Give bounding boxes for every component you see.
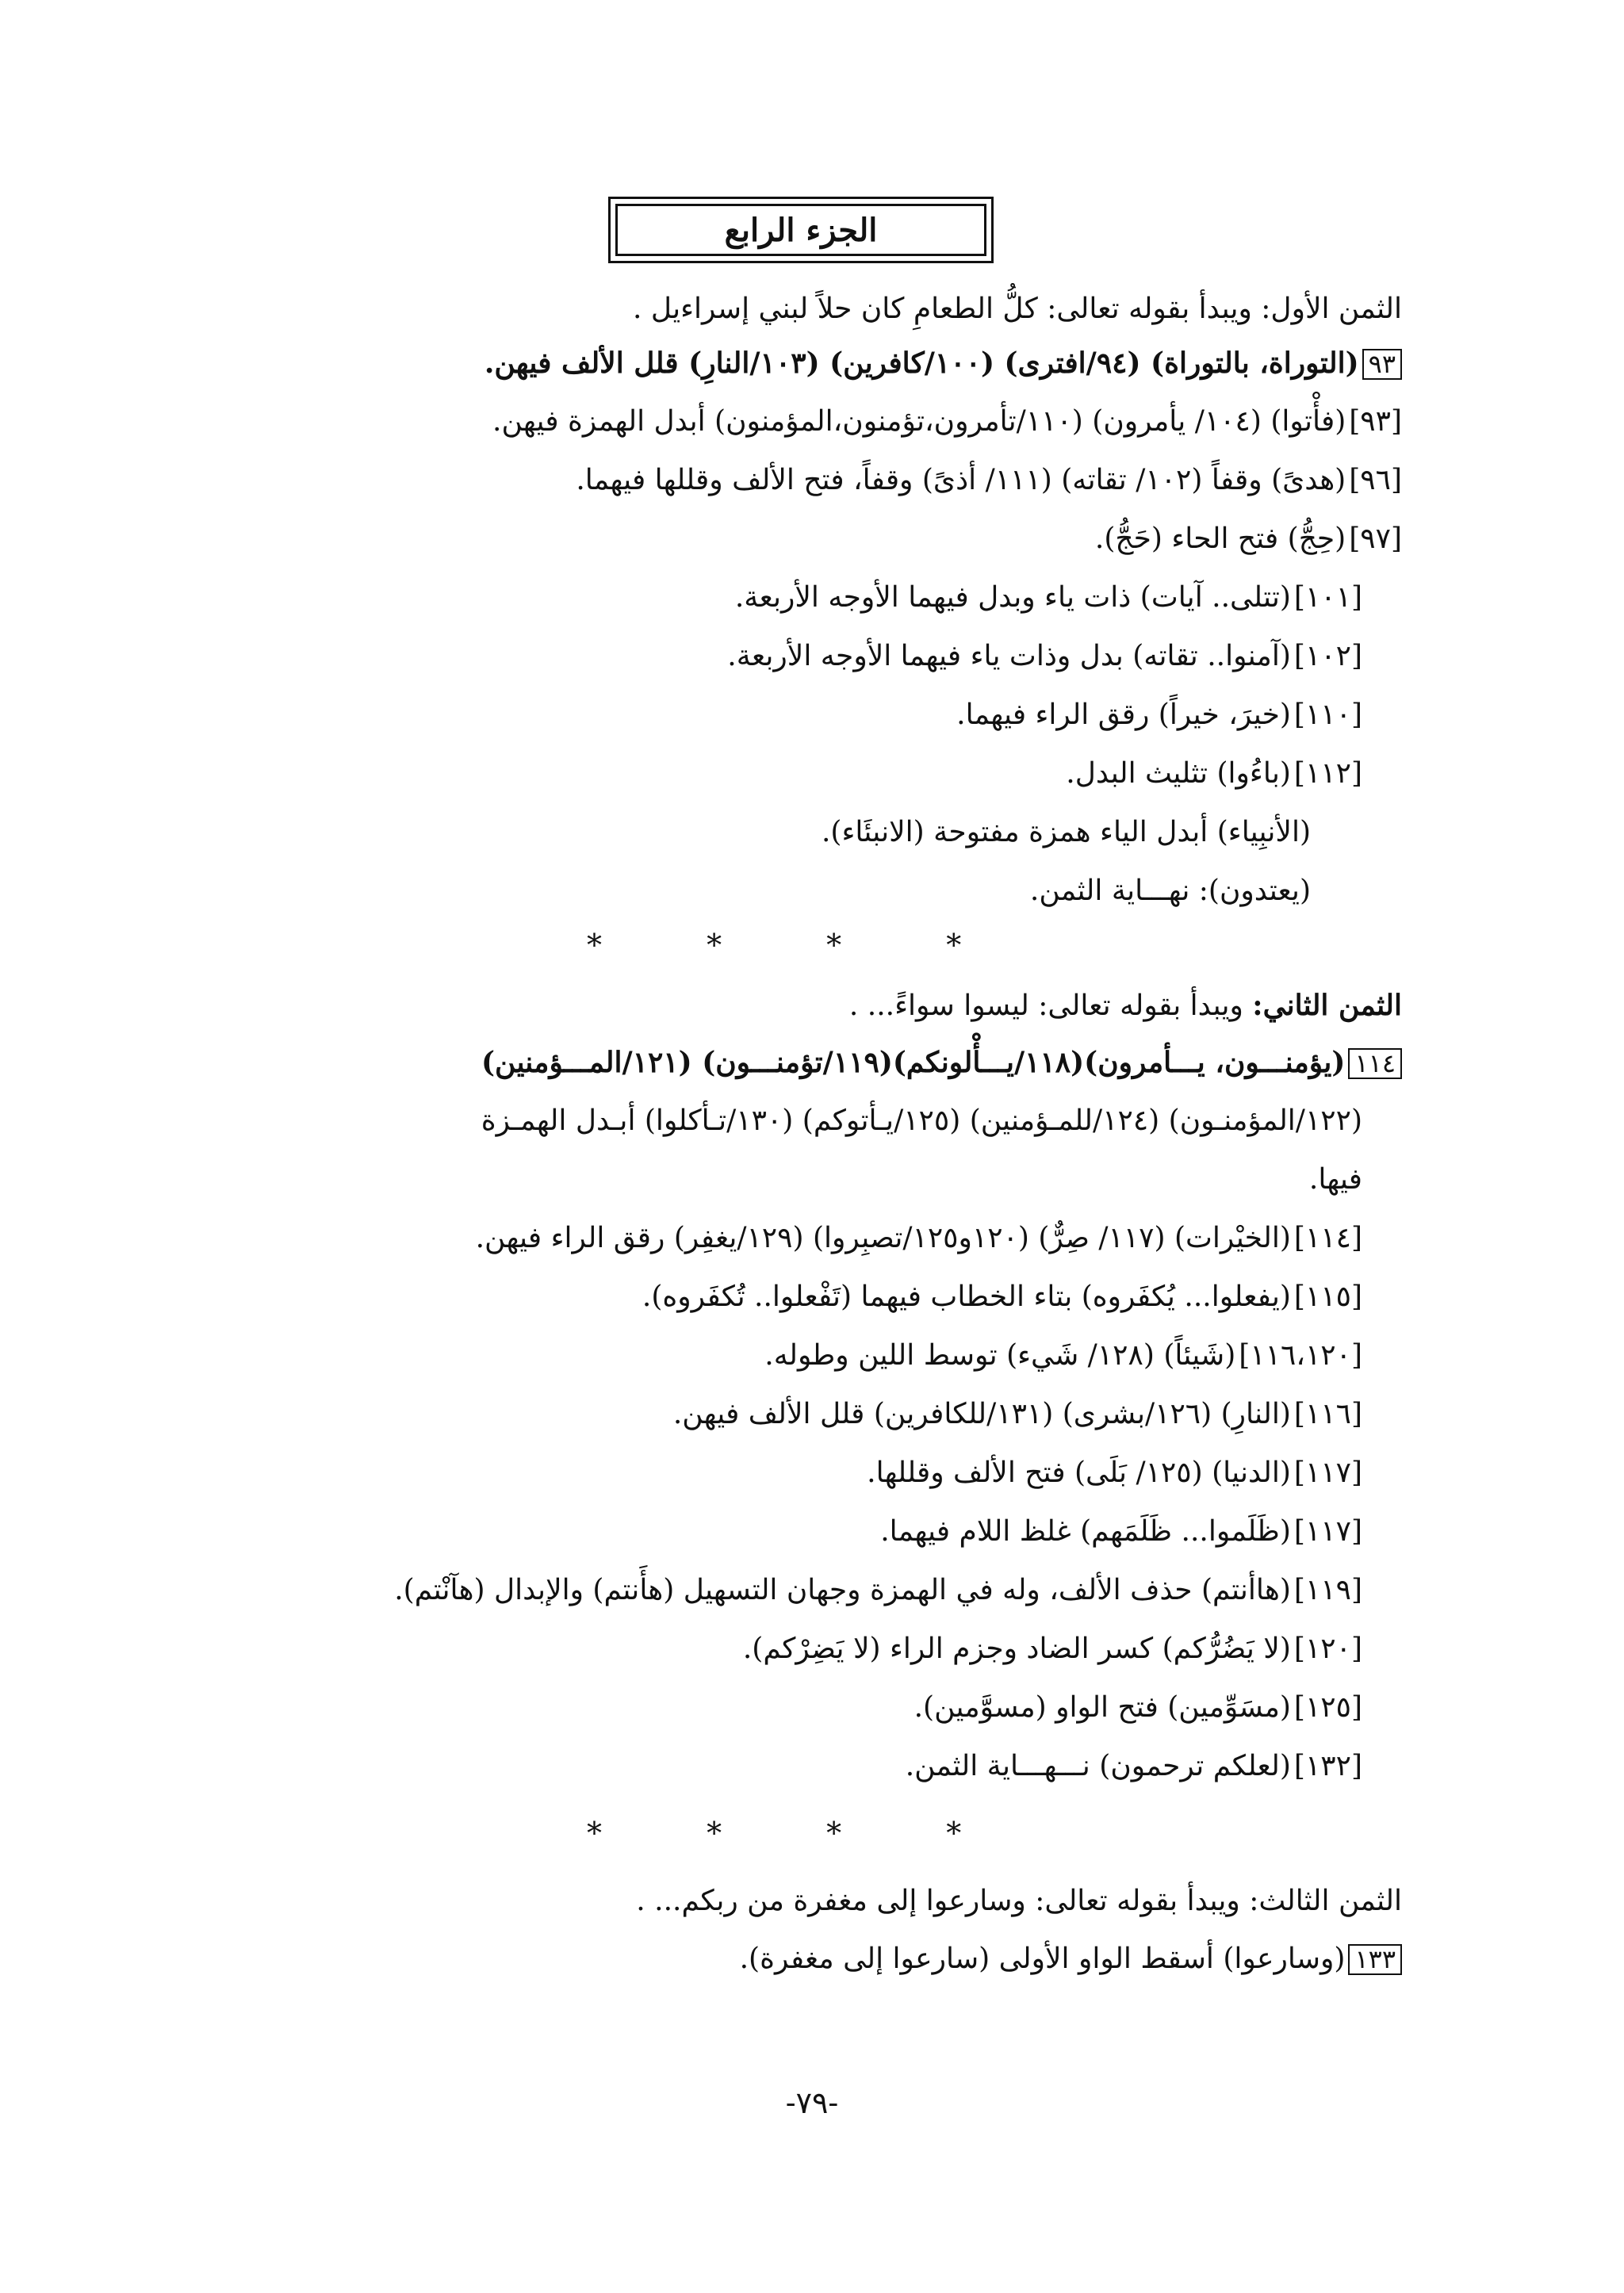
section3-intro: الثمن الثالث: ويبدأ بقوله تعالى: وسارعوا إلى مغفرة من ربكم... .: [636, 1885, 1402, 1917]
separator-stars: * * * *: [587, 928, 962, 963]
entry-text: (لا يَضُرُّكم) كسر الضاد وجزم الراء (لا يَضِرْكم).: [742, 1633, 1291, 1665]
entry-text: (لعلكم ترحمون) نـــهـــاية الثمن.: [905, 1750, 1291, 1782]
entry-text: (شَيئاً) (١٢٨/ شَيء) توسط اللين وطوله.: [764, 1339, 1236, 1372]
verse-index: [١١٥]: [1293, 1280, 1362, 1313]
entry-text: (خيرَ، خيراً) رقق الراء فيهما.: [956, 699, 1291, 731]
section2-intro-text: ويبدأ بقوله تعالى: ليسوا سواءً... .: [848, 990, 1243, 1022]
entry-line: [906, 1752, 1362, 1781]
page-number: -٧٩-: [785, 2085, 839, 2120]
entry-text: (يؤمنـــون، يـــأمرون)(١١٨/يـــأْلونكم)(١١٩/تؤمنـــون) (١٢١/المـــؤمنين): [481, 1046, 1346, 1079]
entry-line: [734, 581, 1362, 614]
verse-index: [١١٦،١٢٠]: [1239, 1339, 1362, 1372]
entry-line: [743, 1635, 1362, 1663]
verse-index: [١٣٢]: [1293, 1750, 1362, 1782]
entry-line: [727, 642, 1362, 671]
verse-index: [٩٦]: [1349, 464, 1402, 496]
note-line: (يعتدون): نهـــاية الثمن.: [1029, 875, 1311, 907]
heading: الجزء الرابع: [615, 204, 986, 256]
entry-line: [764, 1339, 1362, 1372]
entry-text: (ظَلَموا... ظَلَمَهم) غلظ اللام فيهما.: [880, 1515, 1291, 1548]
entry-text: (هاأنتم) حذف الألف، وله في الهمزة وجهان التسهيل (هأَنتم) والإبدال (هآنْتم).: [394, 1574, 1291, 1606]
verse-index: [١٠١]: [1293, 581, 1362, 614]
entry-line-continued: فيها.: [1308, 1163, 1362, 1196]
entry-text: (يفعلوا... يُكفَروه) بتاء الخطاب فيهما (تَفْعلوا.. تُكفَروه).: [642, 1280, 1291, 1313]
entry-line: [880, 1515, 1362, 1548]
entry-line: [867, 1459, 1362, 1487]
entry-line: [642, 1280, 1362, 1313]
separator-stars: * * * *: [587, 1816, 962, 1851]
entry-line: [484, 346, 1402, 380]
heading-box: [608, 197, 994, 263]
entry-text: (تتلى.. آيات) ذات ياء وبدل فيهما الأوجه الأربعة.: [734, 581, 1291, 614]
verse-index: [١١٠]: [1293, 699, 1362, 731]
verse-index: [١٠٢]: [1293, 640, 1362, 672]
note-line: (الأنبِياء) أبدل الياء همزة مفتوحة (الانبئَاء).: [821, 816, 1311, 848]
verse-index: ١٣٣: [1348, 1944, 1402, 1975]
entry-text: (حِجُّ) فتح الحاء (حَجُّ).: [1094, 523, 1346, 555]
entry-line: [673, 1400, 1362, 1429]
entry-line: [576, 466, 1402, 495]
entry-line: [914, 1691, 1362, 1724]
entry-text: (مسَوِّمين) فتح الواو (مسوَّمين).: [914, 1691, 1291, 1724]
verse-index: [١١٤]: [1293, 1222, 1362, 1254]
entry-text: (آمنوا.. تقاته) بدل وذات ياء فيهما الأوجه الأربعة.: [727, 640, 1291, 672]
verse-index: [١١٩]: [1293, 1574, 1362, 1606]
section2-label: الثمن الثاني:: [1252, 989, 1402, 1022]
entry-text: (باءُوا) تثليث البدل.: [1066, 757, 1291, 790]
verse-index: [٩٣]: [1349, 405, 1402, 438]
entry-text: (الدنيا) (١٢٥/ بَلَى) فتح الألف وقللها.: [867, 1457, 1291, 1489]
verse-index: [١٢٠]: [1293, 1633, 1362, 1665]
section2-intro: [849, 991, 1402, 1020]
verse-index: [١١٢]: [1293, 757, 1362, 790]
verse-index: [١٢٥]: [1293, 1691, 1362, 1724]
entry-line: [740, 1944, 1402, 1975]
entry-line: [481, 1048, 1402, 1079]
entry-line: [492, 405, 1402, 438]
entry-text: (فأْتوا) (١٠٤/ يأمرون) (١١٠/تأمرون،تؤمنون،المؤمنون) أبدل الهمزة فيهن.: [492, 405, 1346, 438]
verse-index: [٩٧]: [1349, 523, 1402, 555]
entry-line-continued: (١٢٢/المؤمنـون) (١٢٤/للمـؤمنين) (١٢٥/يـأتوكم) (١٣٠/تـأكلوا) أبـدل الهمـزة: [481, 1104, 1362, 1137]
entry-line: [956, 701, 1362, 729]
entry-line: [394, 1576, 1362, 1605]
entry-line: [1095, 525, 1402, 553]
entry-line: [1066, 757, 1362, 790]
entry-text: (الخيْرات) (١١٧/ صِرٌّ) (١٢٠و١٢٥/تصبِروا) (١٢٩/يغفِر) رقق الراء فيهن.: [475, 1222, 1291, 1254]
verse-index: [١١٧]: [1293, 1515, 1362, 1548]
entry-text: (وسارعوا) أسقط الواو الأولى (سارعوا إلى مغفرة).: [739, 1943, 1346, 1975]
verse-index: [١١٧]: [1293, 1457, 1362, 1489]
verse-index: ١١٤: [1348, 1048, 1402, 1079]
entry-text: (التوراة، بالتوراة) (٩٤/افترى) (١٠٠/كافرين) (١٠٣/النارِ) قلل الألف فيهن.: [484, 346, 1359, 380]
section1-intro: الثمن الأول: ويبدأ بقوله تعالى: كلُّ الطعامِ كان حلاً لبني إسراءيل .: [632, 293, 1402, 325]
verse-index: ٩٣: [1362, 349, 1402, 380]
entry-text: (هدىً) وقفاً (١٠٢/ تقاته) (١١١/ أذىً) وقفاً، فتح الألف وقللها فيهما.: [576, 464, 1346, 496]
entry-line: [476, 1224, 1362, 1253]
entry-text: (النارِ) (١٢٦/بشرى) (١٣١/للكافرين) قلل الألف فيهن.: [672, 1398, 1291, 1430]
verse-index: [١١٦]: [1293, 1398, 1362, 1430]
